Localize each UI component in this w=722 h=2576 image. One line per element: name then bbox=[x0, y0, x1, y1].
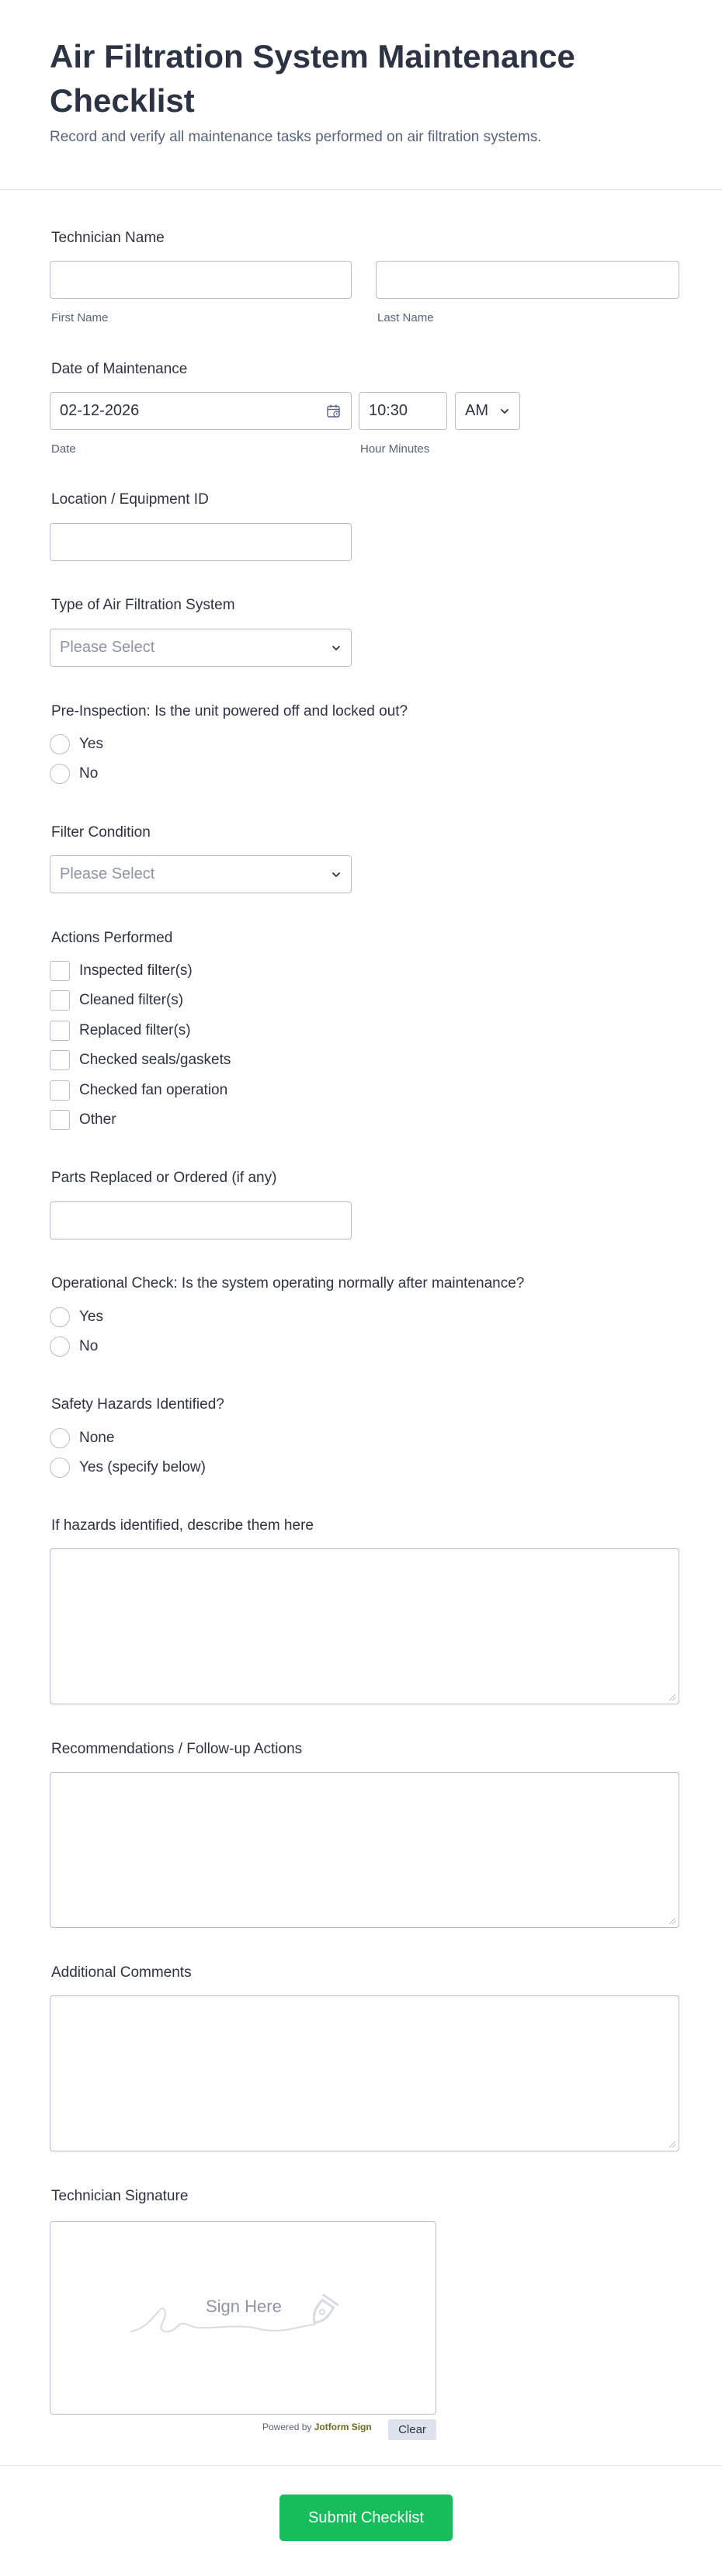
action-option-fan[interactable] bbox=[50, 1080, 227, 1101]
time-sublabel: Hour Minutes bbox=[360, 442, 430, 456]
checkbox[interactable] bbox=[50, 961, 70, 981]
last-name-sublabel: Last Name bbox=[377, 311, 434, 324]
date-input[interactable] bbox=[50, 392, 352, 430]
radio-button[interactable] bbox=[50, 734, 70, 754]
form-title: Air Filtration System Maintenance Checklist bbox=[50, 38, 575, 119]
ampm-value: AM bbox=[465, 402, 488, 419]
option-label: Yes bbox=[79, 736, 103, 752]
checkbox[interactable] bbox=[50, 990, 70, 1011]
resize-grip-icon[interactable] bbox=[667, 1692, 676, 1701]
filter-condition-placeholder: Please Select bbox=[60, 865, 155, 882]
safety-hazards-label: Safety Hazards Identified? bbox=[51, 1396, 224, 1413]
ampm-select[interactable] bbox=[455, 392, 520, 430]
first-name-input[interactable] bbox=[50, 261, 352, 299]
system-type-select[interactable] bbox=[50, 629, 352, 667]
radio-button[interactable] bbox=[50, 764, 70, 784]
option-label: Other bbox=[79, 1111, 116, 1128]
option-label: No bbox=[79, 1338, 99, 1354]
radio-button[interactable] bbox=[50, 1307, 70, 1327]
option-label: Checked seals/gaskets bbox=[79, 1052, 231, 1068]
checkbox[interactable] bbox=[50, 1080, 70, 1101]
signature-label: Technician Signature bbox=[51, 2188, 189, 2204]
parts-label: Parts Replaced or Ordered (if any) bbox=[51, 1170, 277, 1186]
location-input[interactable] bbox=[50, 523, 352, 561]
option-label: Replaced filter(s) bbox=[79, 1022, 191, 1038]
jotform-sign-brand: Jotform Sign bbox=[314, 2422, 372, 2432]
additional-comments-textarea[interactable] bbox=[50, 1995, 679, 2151]
clear-signature-button[interactable]: Clear bbox=[388, 2419, 436, 2440]
option-label: None bbox=[79, 1430, 115, 1446]
checkbox[interactable] bbox=[50, 1021, 70, 1041]
radio-button[interactable] bbox=[50, 1428, 70, 1448]
system-type-label: Type of Air Filtration System bbox=[51, 597, 235, 613]
hazards-description-label: If hazards identified, describe them here bbox=[51, 1517, 314, 1534]
additional-comments-label: Additional Comments bbox=[51, 1964, 192, 1981]
safety-hazards-option-none[interactable] bbox=[50, 1428, 114, 1448]
chevron-down-icon bbox=[499, 406, 510, 417]
option-label: Yes (specify below) bbox=[79, 1459, 206, 1475]
last-name-input[interactable] bbox=[376, 261, 679, 299]
parts-input[interactable] bbox=[50, 1201, 352, 1239]
signature-placeholder: Sign Here bbox=[206, 2297, 282, 2316]
checkbox[interactable] bbox=[50, 1110, 70, 1130]
submit-button[interactable]: Submit Checklist bbox=[279, 2495, 453, 2541]
resize-grip-icon[interactable] bbox=[667, 1916, 676, 1925]
operational-check-option-yes[interactable] bbox=[50, 1307, 103, 1327]
option-label: Yes bbox=[79, 1309, 103, 1325]
radio-button[interactable] bbox=[50, 1337, 70, 1357]
form-subtitle: Record and verify all maintenance tasks performed on air filtration systems. bbox=[50, 129, 542, 145]
chevron-down-icon bbox=[331, 869, 342, 880]
form-header bbox=[0, 0, 722, 190]
filter-condition-select[interactable] bbox=[50, 855, 352, 893]
resize-grip-icon[interactable] bbox=[667, 2139, 676, 2148]
hazards-description-textarea[interactable] bbox=[50, 1548, 679, 1704]
radio-button[interactable] bbox=[50, 1458, 70, 1478]
calendar-icon[interactable] bbox=[326, 404, 342, 419]
checkbox[interactable] bbox=[50, 1050, 70, 1070]
pre-inspection-option-no[interactable] bbox=[50, 764, 98, 784]
filter-condition-label: Filter Condition bbox=[51, 824, 151, 841]
date-of-maintenance-label: Date of Maintenance bbox=[51, 361, 188, 377]
date-sublabel: Date bbox=[51, 442, 76, 456]
option-label: Checked fan operation bbox=[79, 1082, 228, 1098]
date-value: 02-12-2026 bbox=[60, 402, 140, 419]
technician-name-label: Technician Name bbox=[51, 230, 165, 246]
chevron-down-icon bbox=[331, 643, 342, 654]
action-option-other[interactable] bbox=[50, 1110, 116, 1130]
safety-hazards-option-yes[interactable] bbox=[50, 1458, 206, 1478]
time-input[interactable] bbox=[359, 392, 447, 430]
operational-check-label: Operational Check: Is the system operating normally after maintenance? bbox=[51, 1275, 525, 1291]
option-label: Cleaned filter(s) bbox=[79, 992, 184, 1008]
option-label: Inspected filter(s) bbox=[79, 962, 193, 979]
recommendations-textarea[interactable] bbox=[50, 1772, 679, 1928]
action-option-cleaned[interactable] bbox=[50, 990, 183, 1011]
signature-pad[interactable] bbox=[50, 2221, 436, 2415]
pre-inspection-option-yes[interactable] bbox=[50, 734, 103, 754]
option-label: No bbox=[79, 765, 99, 782]
pre-inspection-label: Pre-Inspection: Is the unit powered off and locked out? bbox=[51, 703, 408, 719]
powered-by-text: Powered by bbox=[262, 2422, 312, 2432]
actions-performed-label: Actions Performed bbox=[51, 930, 173, 946]
powered-by bbox=[262, 2422, 372, 2432]
operational-check-option-no[interactable] bbox=[50, 1337, 98, 1357]
action-option-replaced[interactable] bbox=[50, 1021, 191, 1041]
action-option-seals[interactable] bbox=[50, 1050, 231, 1070]
location-label: Location / Equipment ID bbox=[51, 491, 209, 508]
recommendations-label: Recommendations / Follow-up Actions bbox=[51, 1741, 303, 1757]
action-option-inspected[interactable] bbox=[50, 961, 193, 981]
first-name-sublabel: First Name bbox=[51, 311, 109, 324]
system-type-placeholder: Please Select bbox=[60, 639, 155, 656]
